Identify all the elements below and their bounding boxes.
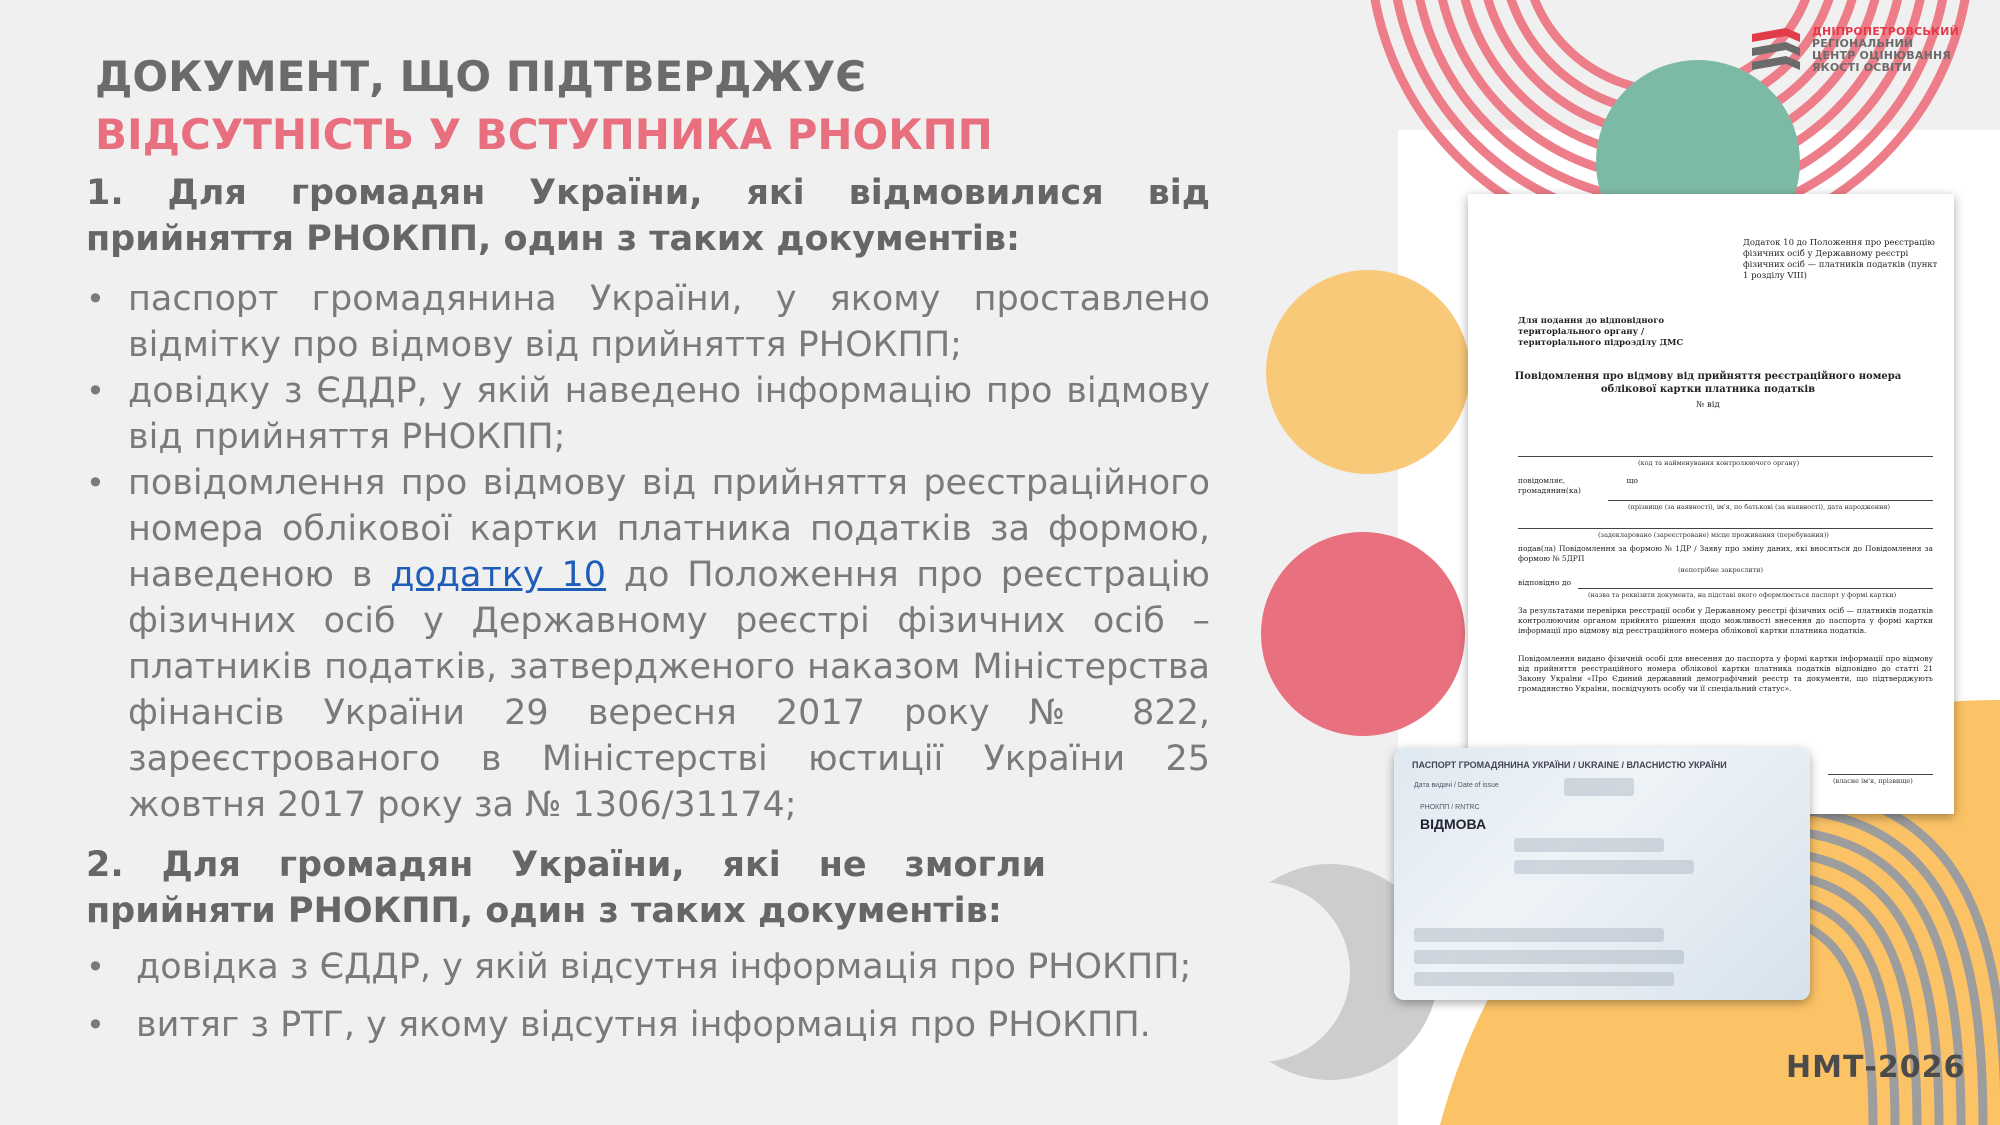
section1-list: [86, 276, 1210, 828]
passport-blurred-field: [1514, 860, 1694, 874]
list-item: • довідка з ЄДДР, у якій відсутня інформація про РНОКПП;: [86, 944, 1210, 990]
doc-submitted: подав(ла) Повідомлення за формою № 1ДР / Заяву про зміну даних, які вносяться до Повідомлення за формою № 5ДРП: [1518, 544, 1933, 563]
list-item: • довідку з ЄДДР, у якій наведено інформацію про відмову від прийняття РНОКПП;: [86, 368, 1210, 460]
doc-address: Для подання до відповідного територіального органу / територіального підрозділу ДМС: [1518, 316, 1684, 348]
yellow-circle: [1266, 270, 1470, 474]
doc-caption: (назва та реквізити документа, на підставі якого оформлюється паспорт у формі картки): [1588, 591, 1897, 599]
doc-caption: (задекларовано (зареєстроване) місце проживання (перебування)): [1598, 531, 1829, 539]
logo-line-3: ЦЕНТР ОЦІНЮВАННЯ: [1812, 49, 1952, 62]
passport-blurred-field: [1514, 838, 1664, 852]
title-line-2: ВІДСУТНІСТЬ У ВСТУПНИКА РНОКПП: [95, 110, 993, 159]
logo-line-4: ЯКОСТІ ОСВІТИ: [1812, 61, 1912, 74]
list-item: • витяг з РТГ, у якому відсутня інформація про РНОКПП.: [86, 1002, 1210, 1048]
passport-refusal-mark: ВІДМОВА: [1420, 816, 1487, 832]
doc-rule: [1578, 588, 1933, 589]
doc-annex-note: Додаток 10 до Положення про реєстрацію фізичних осіб у Державному реєстрі фізичних осіб — платників податків (пункт 1 розділу VIII): [1743, 238, 1938, 281]
section2-list: [86, 944, 1210, 1048]
notice-document-image: [1468, 194, 1954, 814]
doc-rule: [1518, 456, 1933, 457]
section1-heading: 1. Для громадян України, які відмовилися від прийняття РНОКПП, один з таких документів:: [86, 173, 1210, 259]
doc-caption: (код та найменування контролюючого органу): [1638, 459, 1800, 467]
passport-caption: Дата видачі / Date of issue: [1414, 782, 1499, 789]
pink-circle: [1261, 532, 1465, 736]
doc-notify: повідомляє, що громадянин(ка): [1518, 476, 1638, 495]
passport-card-image: [1394, 748, 1810, 1000]
logo-text: [1812, 26, 1959, 74]
list-item-text-after-link: до Положення про реєстрацію фізичних осіб у Державному реєстрі фізичних осіб – платників податків, затвердженого наказом Міністерства фінансів України 29 вересня 2017 року № 822, зареєстрованого в Міністерстві юстиції України 25 жовтня 2017 року за № 1306/31174;: [128, 555, 1210, 825]
annex-10-link[interactable]: додатку 10: [390, 555, 607, 595]
doc-title-text: Повідомлення про відмову від прийняття реєстраційного номера облікової картки платника податків: [1514, 371, 1902, 395]
list-item: [86, 460, 1210, 828]
list-item: • паспорт громадянина України, у якому проставлено відмітку про відмову від прийняття РНОКПП;: [86, 276, 1210, 368]
doc-signature-caption: (власне ім'я, прізвище): [1833, 777, 1913, 785]
passport-blurred-field: [1414, 928, 1664, 942]
logo-line-1: ДНІПРОПЕТРОВСЬКИЙ: [1812, 25, 1959, 38]
list-item-text-before-link: повідомлення про відмову від прийняття реєстраційного номера облікової картки платника податків за формою, наведеною в: [128, 463, 1210, 595]
main-content: [86, 170, 1210, 1060]
passport-blurred-field: [1414, 950, 1684, 964]
doc-according: відповідно до: [1518, 578, 1572, 587]
doc-rule: [1518, 528, 1933, 529]
doc-caption: (непотрібне закреслити): [1678, 566, 1764, 574]
nmt-2026-badge: НМТ-2026: [1786, 1050, 1966, 1085]
passport-caption: РНОКПП / RNTRC: [1420, 804, 1480, 811]
doc-paragraph-2: Повідомлення видано фізичній особі для внесення до паспорта у формі картки інформації про відмову від прийняття реєстраційного номера облікової картки платника податків відповідно до статті 21 Закону України «Про Єдиний державний демографічний реєстр та документи, що підтверджують громадянство України, посвідчують особу чи її спеціальний статус».: [1518, 654, 1933, 693]
title-line-1: ДОКУМЕНТ, ЩО ПІДТВЕРДЖУЄ: [95, 52, 867, 101]
doc-signature-rule: [1828, 774, 1933, 775]
doc-rule: [1608, 500, 1933, 501]
doc-caption: (прізвище (за наявності), ім'я, по батькові (за наявності), дата народження): [1628, 503, 1891, 511]
doc-paragraph-1: За результатами перевірки реєстрації особи у Державному реєстрі фізичних осіб — платників податків контролюючим органом прийнято рішення щодо можливості внесення до паспорта у формі картки інформації про відмову від реєстраційного номера облікової картки платника податків.: [1518, 606, 1933, 635]
logo-line-2: РЕГІОНАЛЬНИЙ: [1812, 37, 1914, 50]
section2-heading: 2. Для громадян України, які не змогли прийняти РНОКПП, один з таких документів:: [86, 845, 1046, 931]
passport-blurred-field: [1564, 778, 1634, 796]
passport-blurred-field: [1414, 972, 1674, 986]
passport-title: ПАСПОРТ ГРОМАДЯНИНА УКРАЇНИ / UKRAINE / ВЛАСНИСТЮ УКРАЇНИ: [1412, 760, 1727, 770]
doc-title: [1508, 370, 1908, 412]
doc-number-line: № від: [1696, 400, 1720, 410]
page-title: [95, 48, 993, 164]
